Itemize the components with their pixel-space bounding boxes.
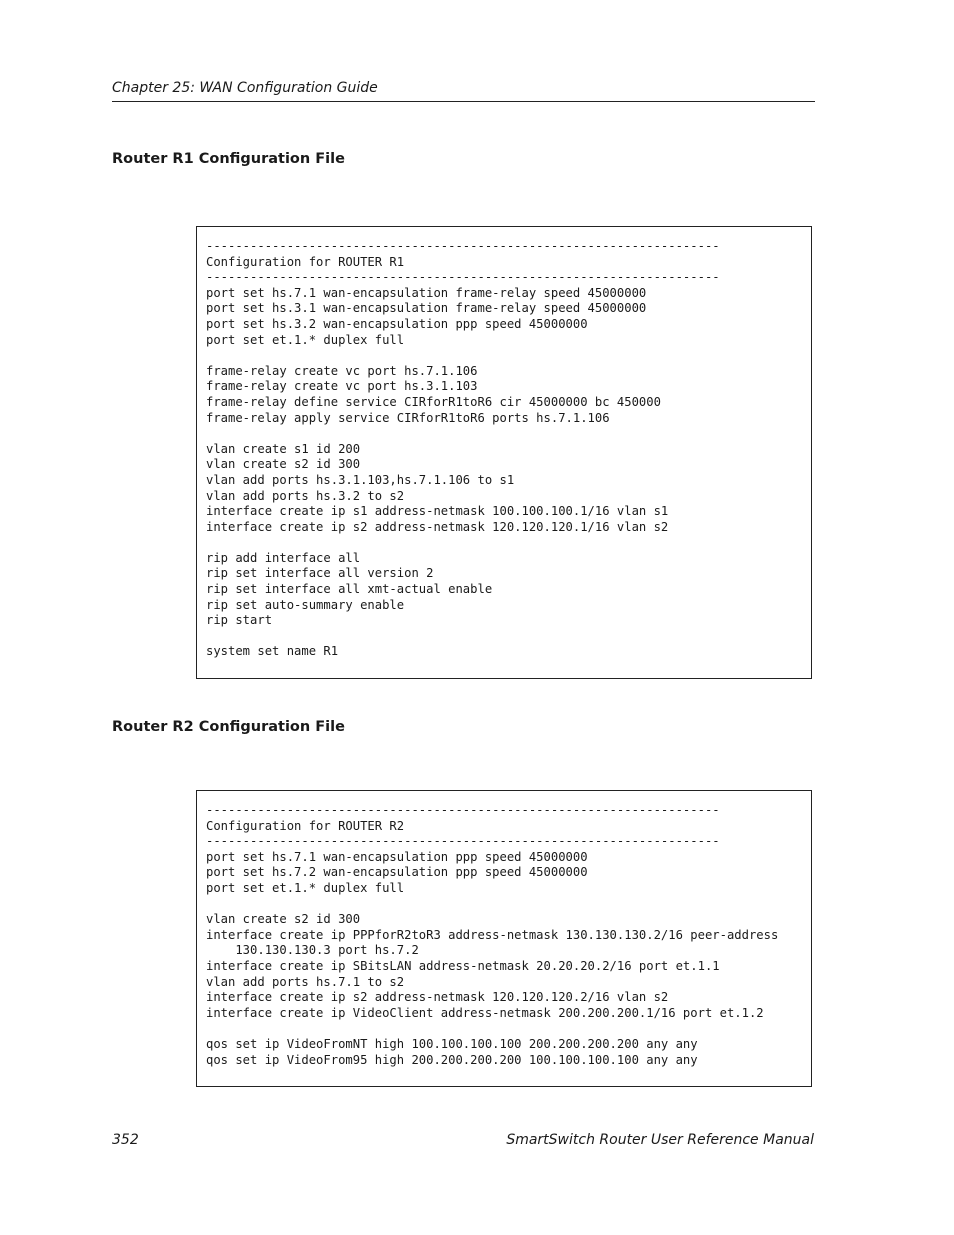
section-heading-r2: Router R2 Configuration File — [112, 719, 345, 735]
running-head — [112, 79, 815, 102]
manual-title: SmartSwitch Router User Reference Manual — [506, 1132, 814, 1148]
config-listing-r1: ---------------------------------------------------------------------- Configuration for ROUTER R1 ---------------------------------------------------------------------- port set hs.7.1 wan-encapsulation frame-relay speed 45000000 port set hs.3.1 wan-encapsulation frame-relay speed 45000000 port set hs.3.2 wan-encapsulation ppp speed 45000000 port set et.1.* duplex full frame-relay create vc port hs.7.1.106 frame-relay create vc port hs.3.1.103 frame-relay define service CIRforR1toR6 cir 45000000 bc 450000 frame-relay apply service CIRforR1toR6 ports hs.7.1.106 vlan create s1 id 200 vlan create s2 id 300 vlan add ports hs.3.1.103,hs.7.1.106 to s1 vlan add ports hs.3.2 to s2 interface create ip s1 address-netmask 100.100.100.1/16 vlan s1 interface create ip s2 address-netmask 120.120.120.1/16 vlan s2 rip add interface all rip set interface all version 2 rip set interface all xmt-actual enable rip set auto-summary enable rip start system set name R1 — [206, 239, 720, 659]
chapter-title: Chapter 25: WAN Configuration Guide — [112, 80, 378, 96]
code-block-r2 — [196, 790, 812, 1087]
page-number: 352 — [112, 1132, 139, 1148]
section-heading-r1: Router R1 Configuration File — [112, 151, 345, 167]
config-listing-r2: ---------------------------------------------------------------------- Configuration for ROUTER R2 ---------------------------------------------------------------------- port set hs.7.1 wan-encapsulation ppp speed 45000000 port set hs.7.2 wan-encapsulation ppp speed 45000000 port set et.1.* duplex full vlan create s2 id 300 interface create ip PPPforR2toR3 address-netmask 130.130.130.2/16 peer-address 130.130.130.3 port hs.7.2 interface create ip SBitsLAN address-netmask 20.20.20.2/16 port et.1.1 vlan add ports hs.7.1 to s2 interface create ip s2 address-netmask 120.120.120.2/16 vlan s2 interface create ip VideoClient address-netmask 200.200.200.1/16 port et.1.2 qos set ip VideoFromNT high 100.100.100.100 200.200.200.200 any any qos set ip VideoFrom95 high 200.200.200.200 100.100.100.100 any any — [206, 803, 779, 1067]
code-block-r1 — [196, 226, 812, 679]
